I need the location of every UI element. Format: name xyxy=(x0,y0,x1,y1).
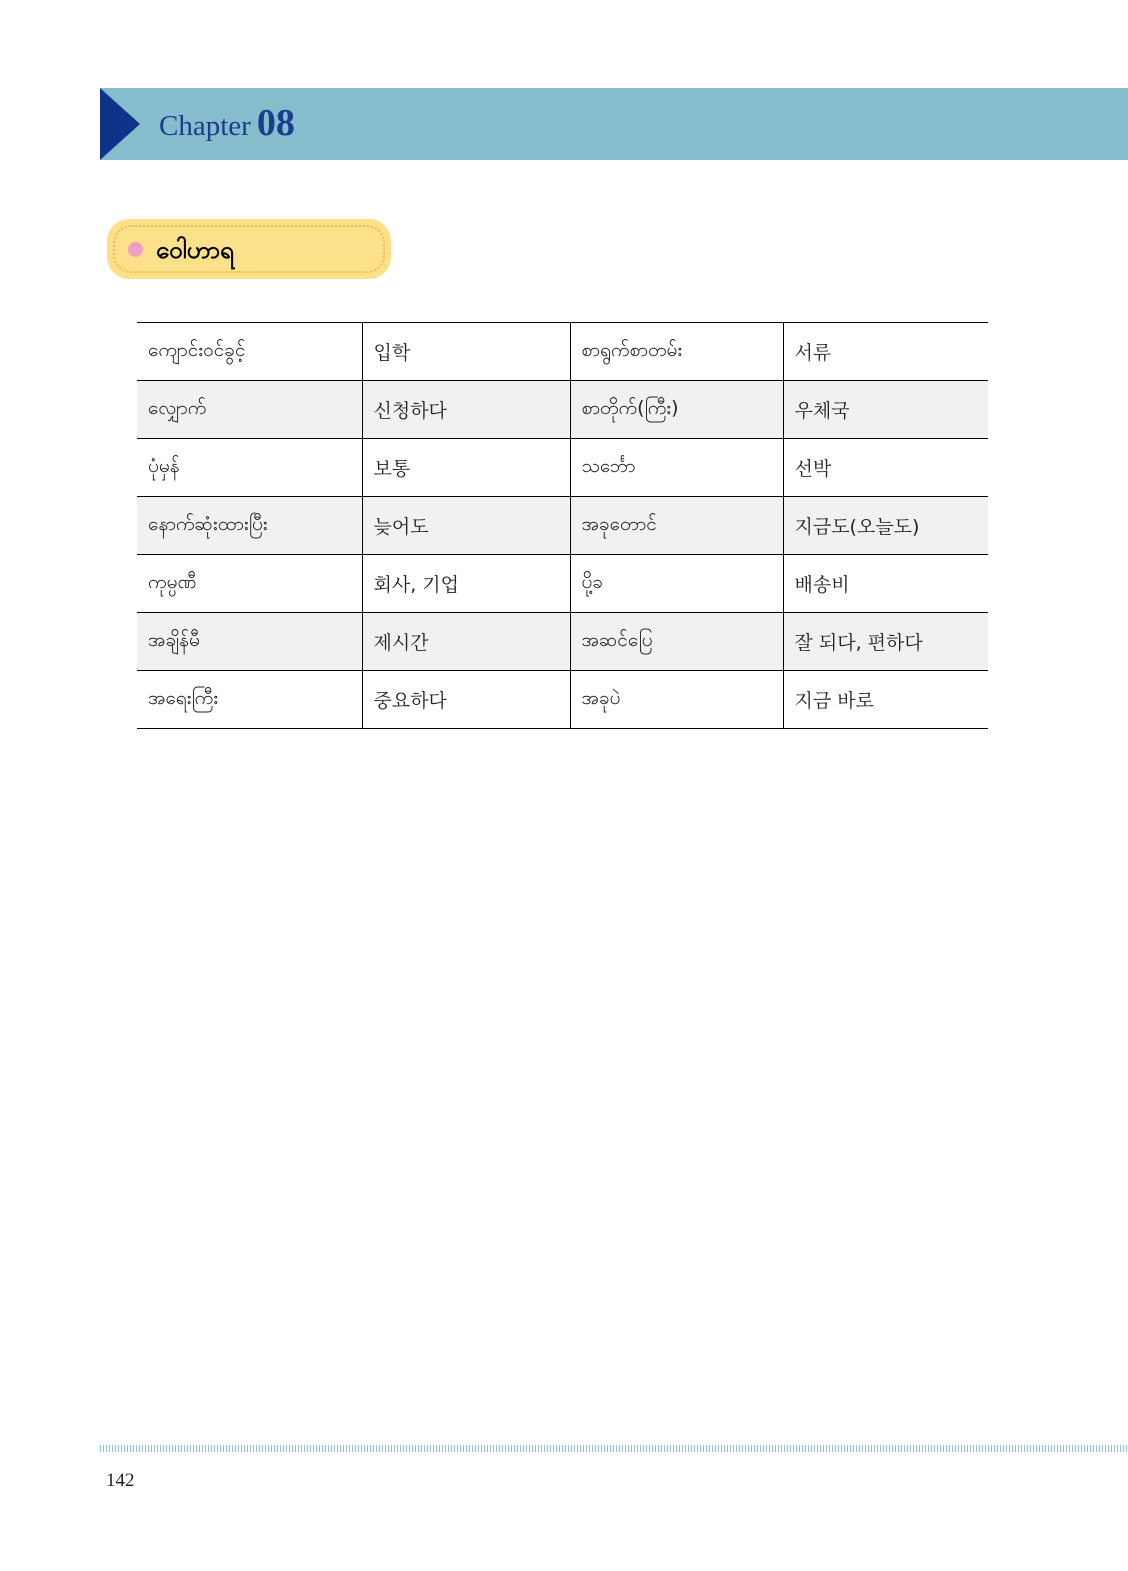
myanmar-word: နောက်ဆုံးထားပြီး xyxy=(137,497,362,555)
korean-meaning: 보통 xyxy=(362,439,570,497)
vocabulary-table xyxy=(137,322,988,729)
korean-meaning: 신청하다 xyxy=(362,381,570,439)
myanmar-word: အရေးကြီး xyxy=(137,671,362,729)
korean-meaning: 늦어도 xyxy=(362,497,570,555)
korean-meaning: 입학 xyxy=(362,323,570,381)
myanmar-word: အချိန်မီ xyxy=(137,613,362,671)
table-row xyxy=(137,439,988,497)
triangle-marker-icon xyxy=(100,88,140,160)
korean-meaning: 잘 되다, 편하다 xyxy=(783,613,988,671)
myanmar-word: အခုပဲ xyxy=(570,671,783,729)
table-row xyxy=(137,671,988,729)
korean-meaning: 지금도(오늘도) xyxy=(783,497,988,555)
section-title: ဝေါဟာရ xyxy=(156,236,234,264)
myanmar-word: ပို့ခ xyxy=(570,555,783,613)
korean-meaning: 제시간 xyxy=(362,613,570,671)
korean-meaning: 서류 xyxy=(783,323,988,381)
table-row xyxy=(137,323,988,381)
myanmar-word: အခုတောင် xyxy=(570,497,783,555)
table-row xyxy=(137,613,988,671)
page-number: 142 xyxy=(106,1470,135,1491)
korean-meaning: 선박 xyxy=(783,439,988,497)
chapter-heading xyxy=(159,100,295,149)
myanmar-word: စာရွက်စာတမ်း xyxy=(570,323,783,381)
korean-meaning: 중요하다 xyxy=(362,671,570,729)
myanmar-word: ကုမ္ပဏီ xyxy=(137,555,362,613)
myanmar-word: သင်္ဘော xyxy=(570,439,783,497)
korean-meaning: 우체국 xyxy=(783,381,988,439)
myanmar-word: ကျောင်းဝင်ခွင့် xyxy=(137,323,362,381)
korean-meaning: 지금 바로 xyxy=(783,671,988,729)
bullet-dot-icon xyxy=(128,242,143,257)
korean-meaning: 배송비 xyxy=(783,555,988,613)
korean-meaning: 회사, 기업 xyxy=(362,555,570,613)
myanmar-word: လျှောက် xyxy=(137,381,362,439)
footer-dotted-rule xyxy=(100,1445,1128,1452)
myanmar-word: စာတိုက်(ကြီး) xyxy=(570,381,783,439)
section-label-box xyxy=(107,219,391,279)
myanmar-word: အဆင်ပြေ xyxy=(570,613,783,671)
dotted-border xyxy=(113,225,385,273)
chapter-label: Chapter xyxy=(159,110,251,142)
table-row xyxy=(137,555,988,613)
myanmar-word: ပုံမှန် xyxy=(137,439,362,497)
table-row xyxy=(137,497,988,555)
chapter-number: 08 xyxy=(256,102,295,144)
table-row xyxy=(137,381,988,439)
